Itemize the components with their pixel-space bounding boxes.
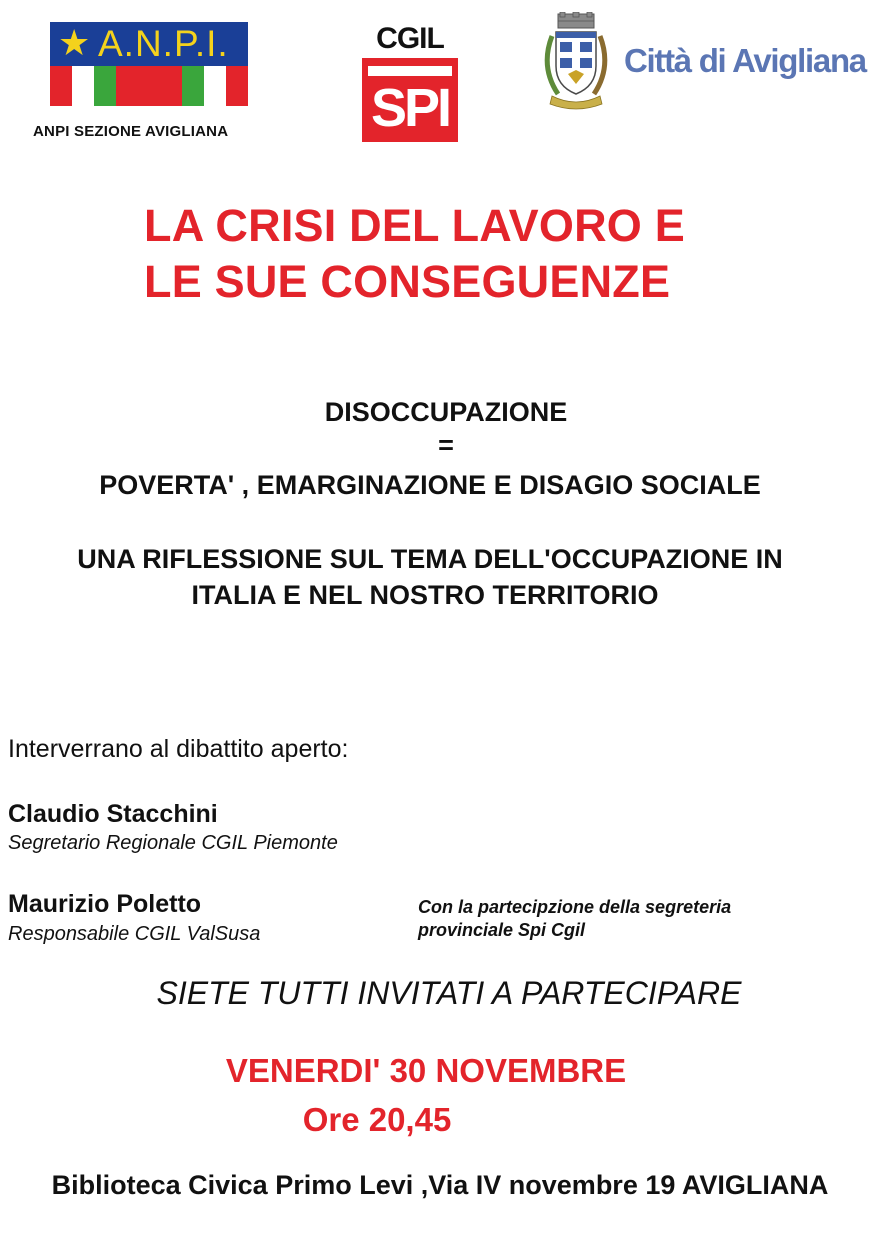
anpi-logo [50, 22, 248, 106]
anpi-caption: ANPI SEZIONE AVIGLIANA [33, 123, 229, 140]
participation-note-line-2: provinciale Spi Cgil [418, 920, 586, 940]
speaker-role: Segretario Regionale CGIL Piemonte [8, 832, 338, 854]
subtitle-equals: = [438, 430, 454, 460]
speaker-name: Claudio Stacchini [8, 800, 218, 828]
city-name: Città di Avigliana [624, 42, 866, 79]
event-title-line-2: LE SUE CONSEGUENZE [144, 256, 671, 307]
participation-note-line-1: Con la partecipzione della segreteria [418, 897, 732, 917]
spi-logo-bar [368, 66, 452, 76]
spi-logo-box [362, 58, 458, 142]
reflection-line-2: ITALIA E NEL NOSTRO TERRITORIO [191, 580, 659, 610]
star-icon: ★ [58, 23, 91, 64]
event-title-line-1: LA CRISI DEL LAVORO E [144, 200, 685, 251]
anpi-logo-band [50, 22, 248, 66]
event-time: Ore 20,45 [302, 1101, 452, 1138]
speakers-intro: Interverrano al dibattito aperto: [8, 735, 349, 763]
event-date: VENERDI' 30 NOVEMBRE [225, 1052, 627, 1089]
event-venue: Biblioteca Civica Primo Levi ,Via IV novembre 19 AVIGLIANA [51, 1170, 829, 1200]
subtitle-line-1: DISOCCUPAZIONE [324, 397, 568, 427]
speaker-role: Responsabile CGIL ValSusa [8, 923, 261, 945]
reflection-line-1: UNA RIFLESSIONE SUL TEMA DELL'OCCUPAZIONE IN [77, 544, 783, 574]
speaker-name: Maurizio Poletto [8, 890, 202, 918]
cgil-logo-text: CGIL [376, 22, 444, 55]
cgil-spi-logo [362, 24, 458, 142]
anpi-logo-text: A.N.P.I. [98, 23, 229, 64]
subtitle-line-2: POVERTA' , EMARGINAZIONE E DISAGIO SOCIALE [99, 470, 761, 500]
coat-of-arms-icon [538, 12, 614, 112]
spi-logo-text: SPI [370, 78, 450, 138]
anpi-flag-stripes [50, 66, 248, 106]
invitation-text: SIETE TUTTI INVITATI A PARTECIPARE [156, 975, 742, 1011]
